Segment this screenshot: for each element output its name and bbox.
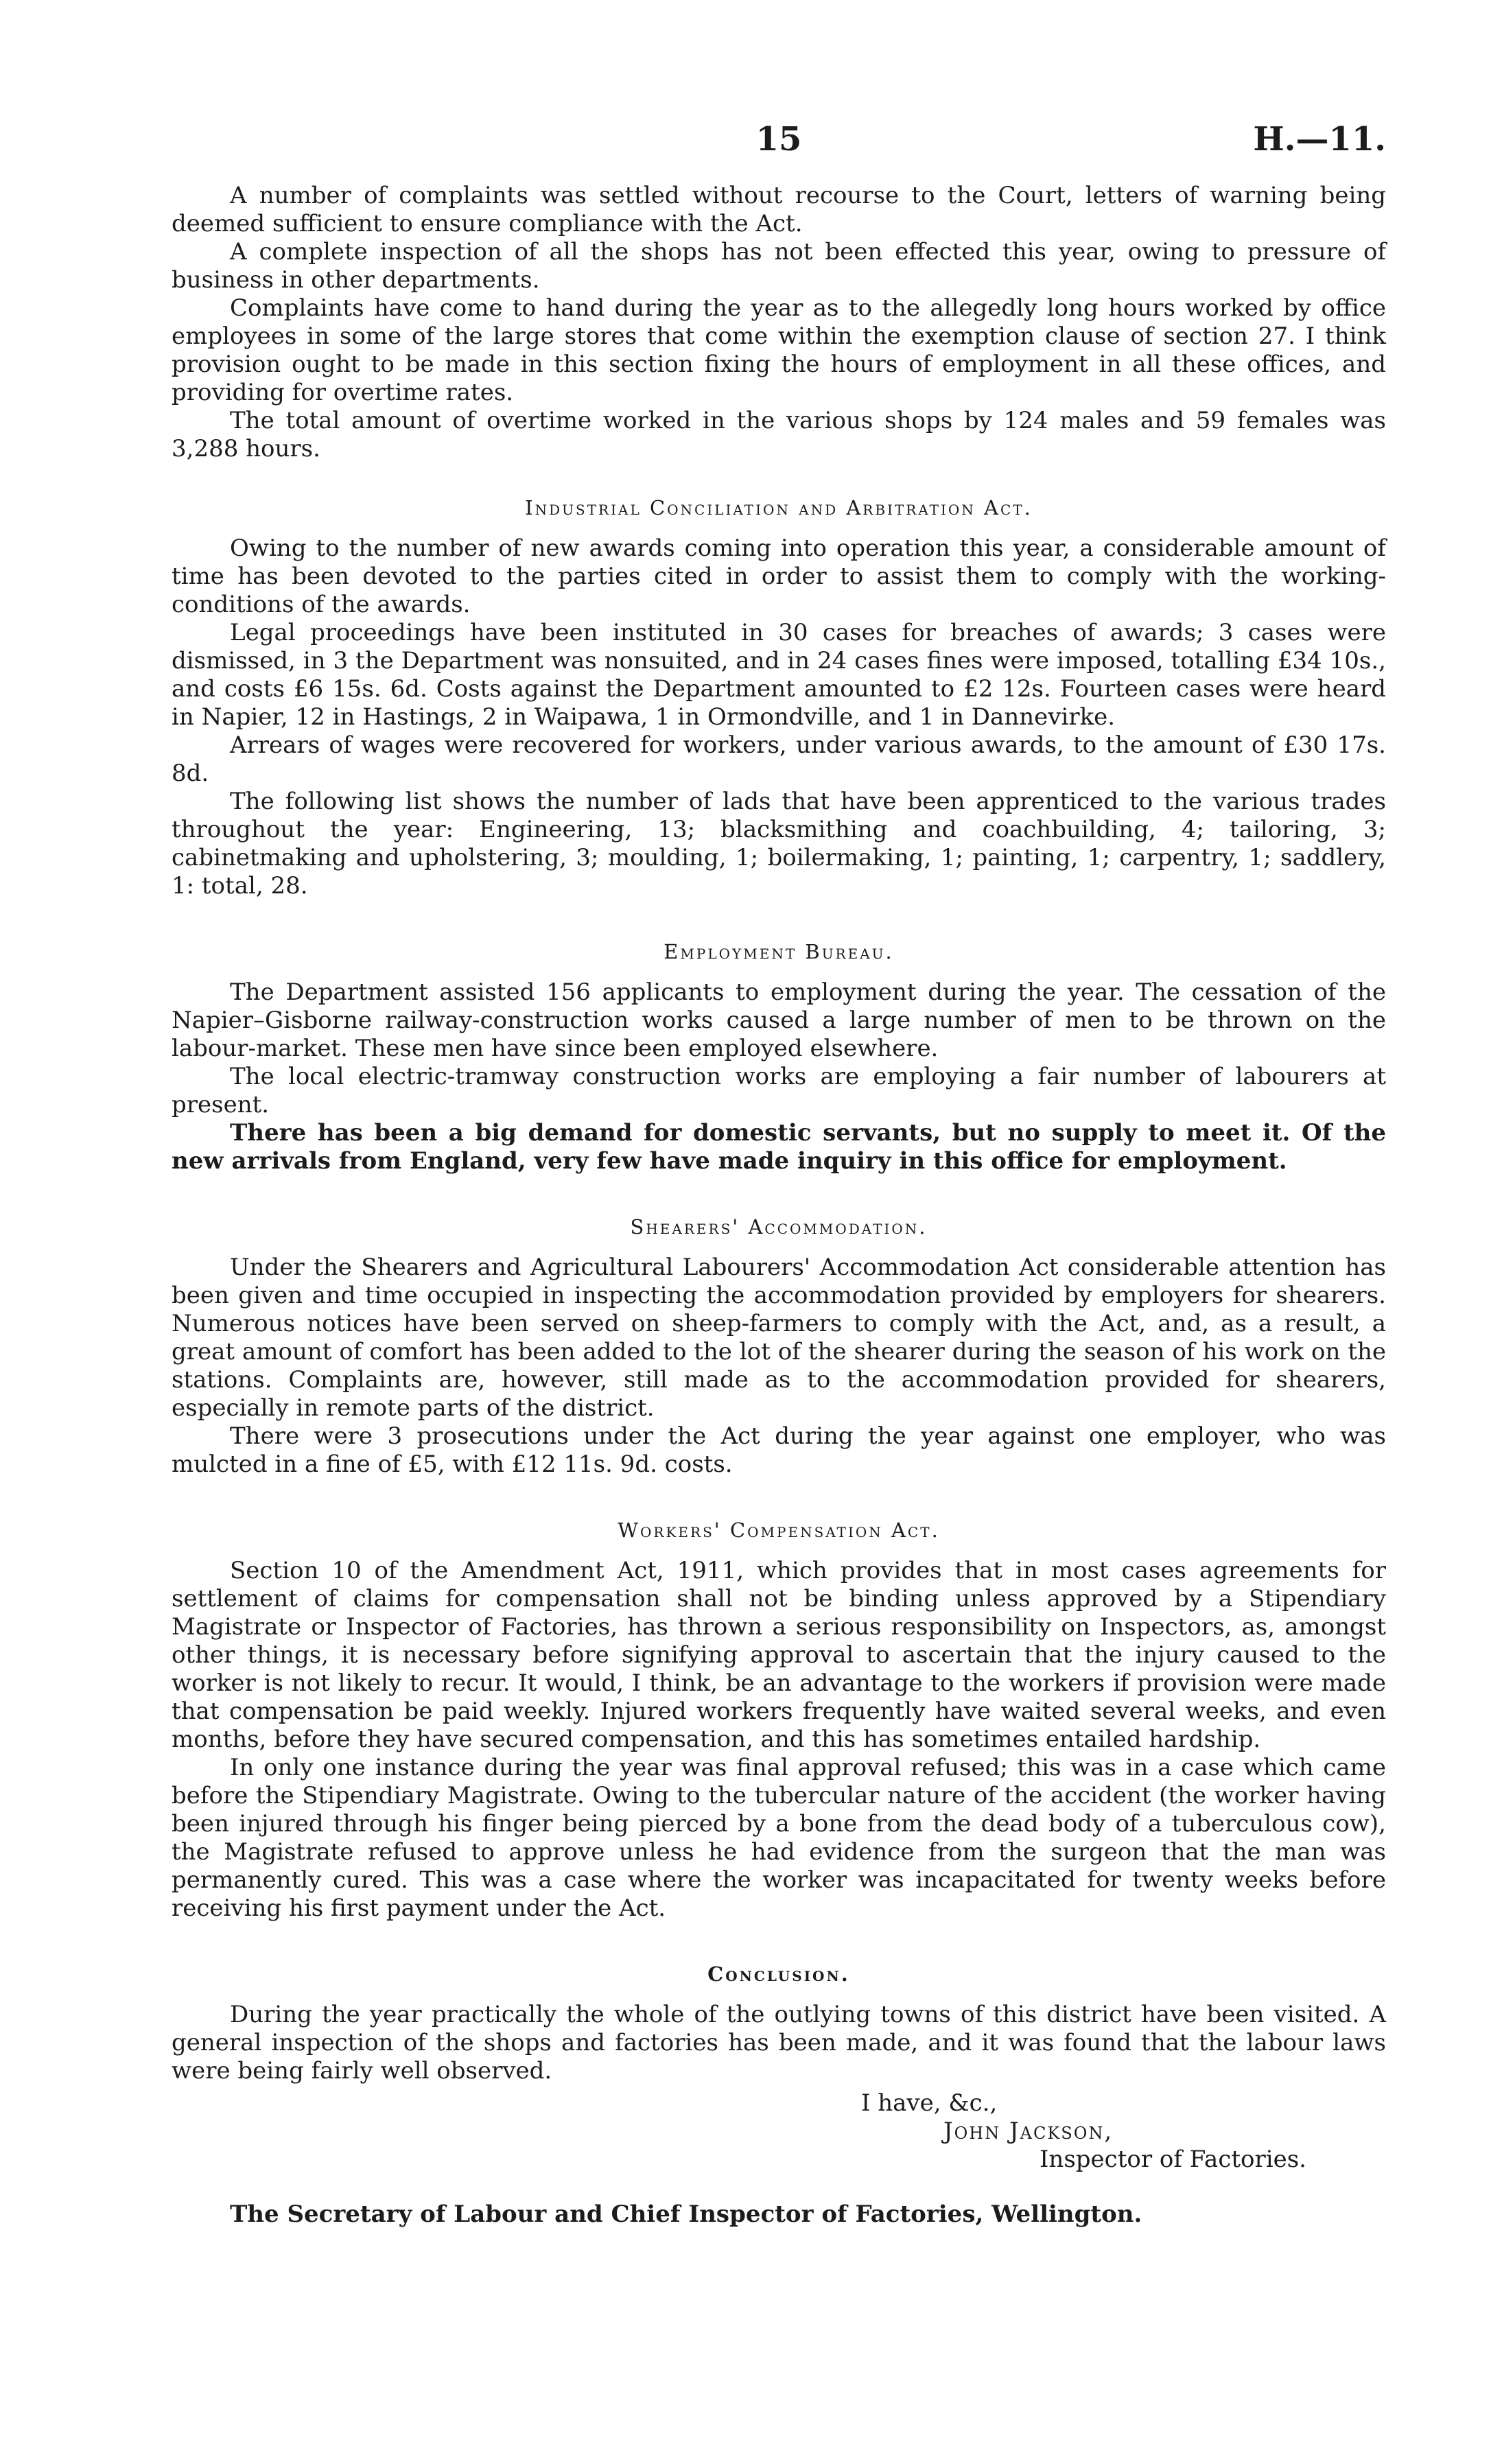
paragraph: The total amount of overtime worked in the various shops by 124 males and 59 females was 3,288 hours. — [172, 407, 1386, 462]
paragraph: In only one instance during the year was final approval refused; this was in a case which came before the Stipendiary Magistrate. Owing to the tubercular nature of the accident (the worker having been injured through his finger being pierced by a bone from the dead body of a tuberculous cow), the Magistrate refused to approve unless he had evidence from the surgeon that the man was permanently cured. This was a case where the worker was incapacitated for twenty weeks before receiving his first payment under the Act. — [172, 1754, 1386, 1922]
paragraph: Arrears of wages were recovered for workers, under various awards, to the amount of £30 17s. 8d. — [172, 731, 1386, 787]
page-number: 15 — [755, 120, 802, 159]
addressee: The Secretary of Labour and Chief Inspector of Factories, Wellington. — [230, 2201, 1142, 2228]
paragraph: There were 3 prosecutions under the Act during the year against one employer, who was mulcted in a fine of £5, with £12 11s. 9d. costs. — [172, 1422, 1386, 1478]
signatory-name: John Jackson, — [943, 2117, 1114, 2145]
paragraph: Legal proceedings have been instituted in 30 cases for breaches of awards; 3 cases were dismissed, in 3 the Department was nonsuited, and in 24 cases fines were imposed, totalling £34 10s., and costs £6 15s. 6d. Costs against the Department amounted to £2 12s. Fourteen cases were heard in Napier, 12 in Hastings, 2 in Waipawa, 1 in Ormondville, and 1 in Dannevirke. — [172, 619, 1386, 731]
paragraph: There has been a big demand for domestic servants, but no supply to meet it. Of the new arrivals from England, very few have made inquiry in this office for employment. — [172, 1119, 1386, 1175]
paragraph: A number of complaints was settled without recourse to the Court, letters of warning being deemed sufficient to ensure compliance with the Act. — [172, 182, 1386, 237]
paragraph: Under the Shearers and Agricultural Labourers' Accommodation Act considerable attention has been given and time occupied in inspecting the accommodation provided by employers for shearers. Numerous notices have been served on sheep-farmers to comply with the Act, and, as a result, a great amount of comfort has been added to the lot of the shearer during the season of his work on the stations. Complaints are, however, still made as to the accommodation provided for shearers, especially in remote parts of the district. — [172, 1254, 1386, 1422]
paragraph: The local electric-tramway construction works are employing a fair number of labourers at present. — [172, 1063, 1386, 1118]
section-heading: Industrial Conciliation and Arbitration Act. — [525, 496, 1033, 519]
section-employment-bureau — [172, 940, 1386, 1175]
section-opening — [172, 182, 1386, 463]
signoff-block — [172, 2089, 1386, 2206]
paragraph: Section 10 of the Amendment Act, 1911, which provides that in most cases agreements for settlement of claims for compensation shall not be binding unless approved by a Stipendiary Magistrate or Inspector of Factories, has thrown a serious responsibility on Inspectors, as, amongst other things, it is necessary before signifying approval to ascertain that the injury caused to the worker is not likely to recur. It would, I think, be an advantage to the workers if provision were made that compensation be paid weekly. Injured workers frequently have waited several weeks, and even months, before they have secured compensation, and this has sometimes entailed hardship. — [172, 1557, 1386, 1753]
paragraph: During the year practically the whole of the outlying towns of this district have been visited. A general inspection of the shops and factories has been made, and it was found that the labour laws were being fairly well observed. — [172, 2001, 1386, 2085]
section-heading: Workers' Compensation Act. — [618, 1518, 940, 1542]
paragraph: A complete inspection of all the shops has not been effected this year, owing to pressure of business in other departments. — [172, 238, 1386, 294]
section-arbitration — [172, 496, 1386, 900]
section-conclusion — [172, 1962, 1386, 2085]
section-workers-compensation — [172, 1518, 1386, 1923]
document-code: H.—11. — [1253, 120, 1386, 159]
paragraph: Owing to the number of new awards coming into operation this year, a considerable amount of time has been devoted to the parties cited in order to assist them to comply with the working-conditions of the awards. — [172, 535, 1386, 618]
section-shearers-accommodation — [172, 1215, 1386, 1479]
paragraph: The following list shows the number of lads that have been apprenticed to the various trades throughout the year: Engineering, 13; blacksmithing and coachbuilding, 4; tailoring, 3; cabinetmaking and upholstering, 3; moulding, 1; boilermaking, 1; painting, 1; carpentry, 1; saddlery, 1: total, 28. — [172, 788, 1386, 900]
paragraph: The Department assisted 156 applicants to employment during the year. The cessation of the Napier–Gisborne railway-construction works caused a large number of men to be thrown on the labour-market. These men have since been employed elsewhere. — [172, 978, 1386, 1062]
document-page — [172, 120, 1386, 2229]
signoff-greeting: I have, &c., — [861, 2089, 998, 2117]
running-head — [172, 120, 1386, 182]
signatory-title: Inspector of Factories. — [1040, 2146, 1306, 2173]
section-heading: Employment Bureau. — [664, 940, 894, 963]
section-heading: Conclusion. — [707, 1962, 850, 1986]
paragraph: Complaints have come to hand during the year as to the allegedly long hours worked by office employees in some of the large stores that come within the exemption clause of section 27. I think provision ought to be made in this section fixing the hours of employment in all these offices, and providing for overtime rates. — [172, 294, 1386, 406]
section-heading: Shearers' Accommodation. — [630, 1215, 928, 1239]
